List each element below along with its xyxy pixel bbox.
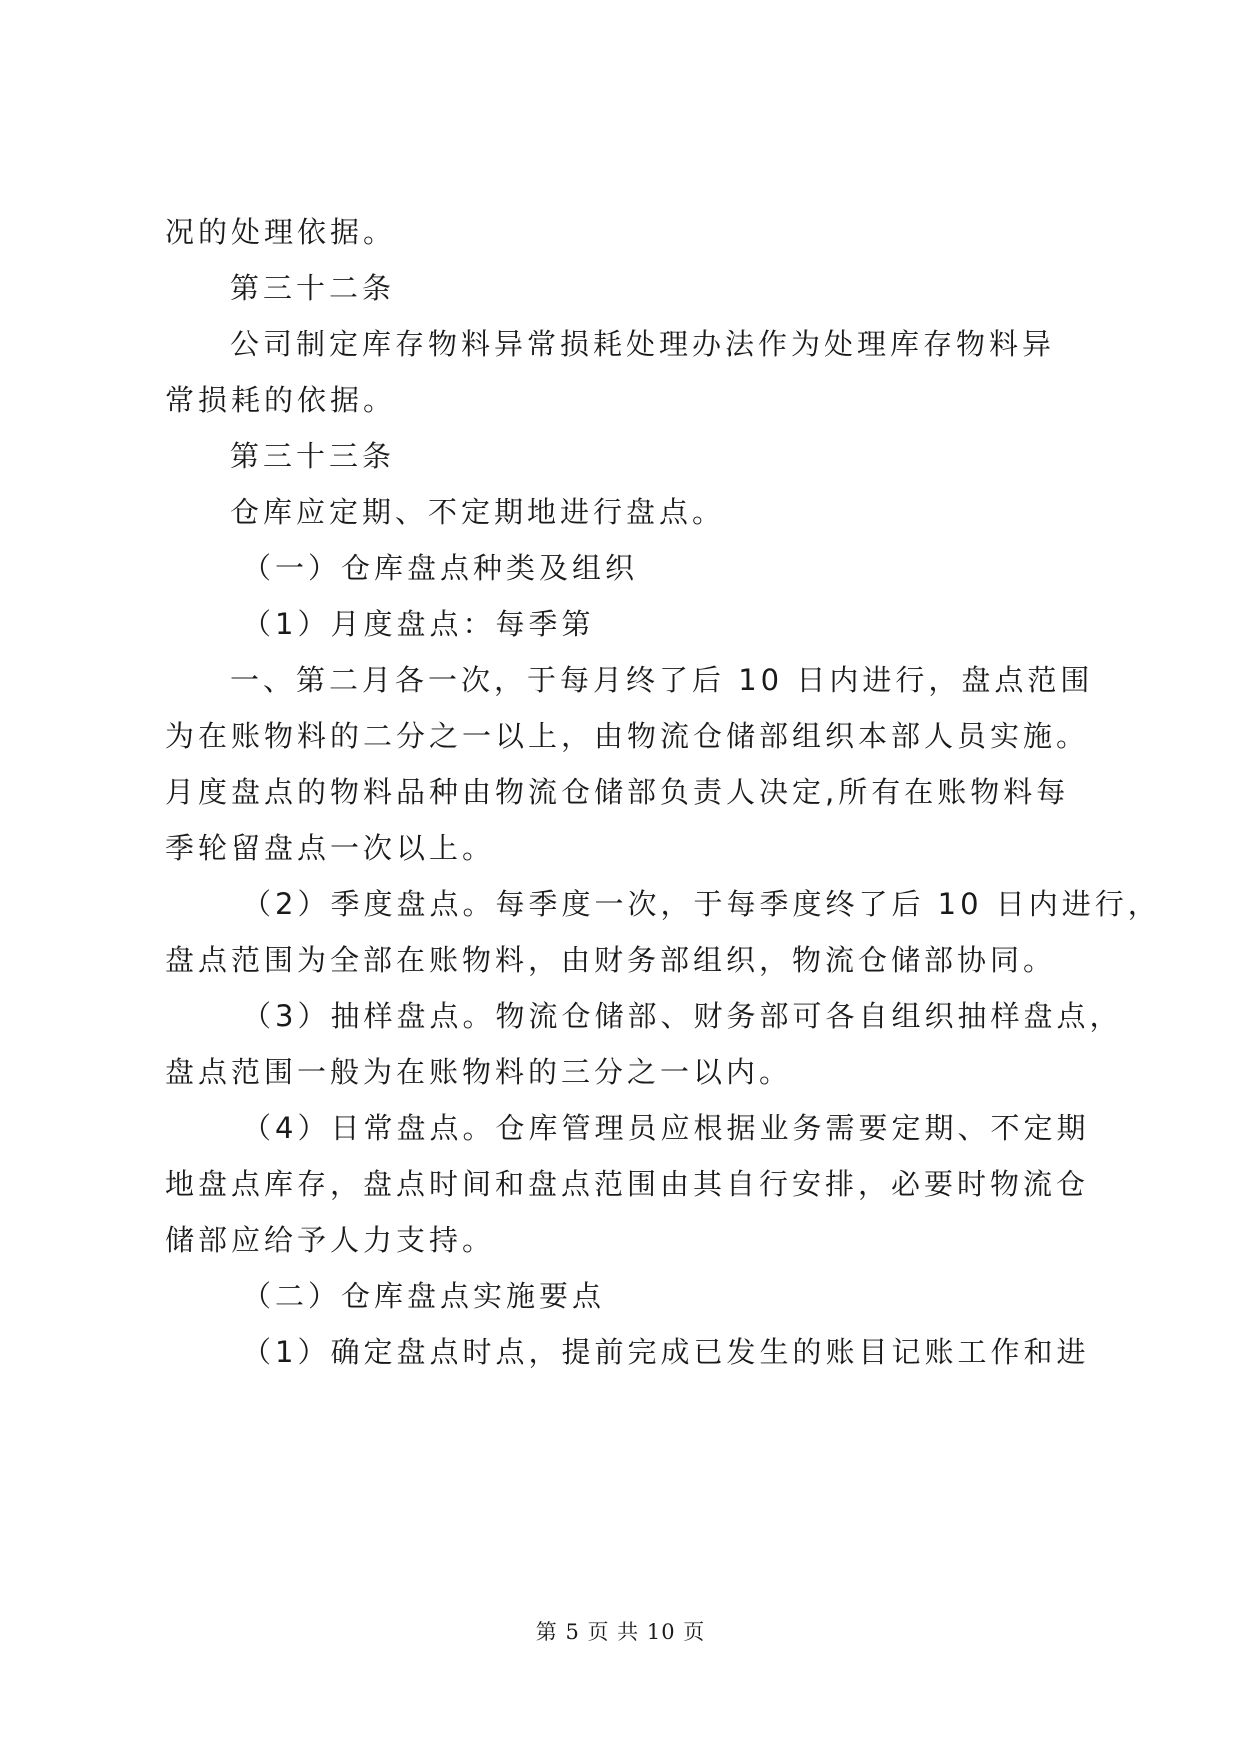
paragraph-line: 公司制定库存物料异常损耗处理办法作为处理库存物料异 <box>230 327 1056 361</box>
article-heading: 第三十二条 <box>230 271 396 305</box>
paragraph-line: （2）季度盘点。每季度一次，于每季度终了后 10 日内进行， <box>242 887 1161 921</box>
paragraph-line: 储部应给予人力支持。 <box>165 1223 496 1257</box>
section-heading: （一）仓库盘点种类及组织 <box>242 551 639 585</box>
paragraph-line: 一、第二月各一次，于每月终了后 10 日内进行，盘点范围 <box>230 663 1094 697</box>
paragraph-line: 为在账物料的二分之一以上，由物流仓储部组织本部人员实施。 <box>165 719 1090 753</box>
page-number-footer: 第 5 页 共 10 页 <box>535 1620 706 1644</box>
paragraph-line: （1）确定盘点时点，提前完成已发生的账目记账工作和进 <box>242 1335 1090 1369</box>
paragraph-line: 况的处理依据。 <box>165 215 397 249</box>
paragraph-line: 盘点范围一般为在账物料的三分之一以内。 <box>165 1055 793 1089</box>
paragraph-line: 仓库应定期、不定期地进行盘点。 <box>230 495 726 529</box>
paragraph-line: （4）日常盘点。仓库管理员应根据业务需要定期、不定期 <box>242 1111 1090 1145</box>
article-heading: 第三十三条 <box>230 439 396 473</box>
paragraph-line: （3）抽样盘点。物流仓储部、财务部可各自组织抽样盘点， <box>242 999 1123 1033</box>
paragraph-line: （1）月度盘点：每季第 <box>242 607 595 641</box>
paragraph-line: 月度盘点的物料品种由物流仓储部负责人决定,所有在账物料每 <box>165 775 1070 809</box>
paragraph-line: 地盘点库存，盘点时间和盘点范围由其自行安排，必要时物流仓 <box>165 1167 1090 1201</box>
paragraph-line: 季轮留盘点一次以上。 <box>165 831 496 865</box>
paragraph-line: 常损耗的依据。 <box>165 383 397 417</box>
section-heading: （二）仓库盘点实施要点 <box>242 1279 606 1313</box>
paragraph-line: 盘点范围为全部在账物料，由财务部组织，物流仓储部协同。 <box>165 943 1057 977</box>
